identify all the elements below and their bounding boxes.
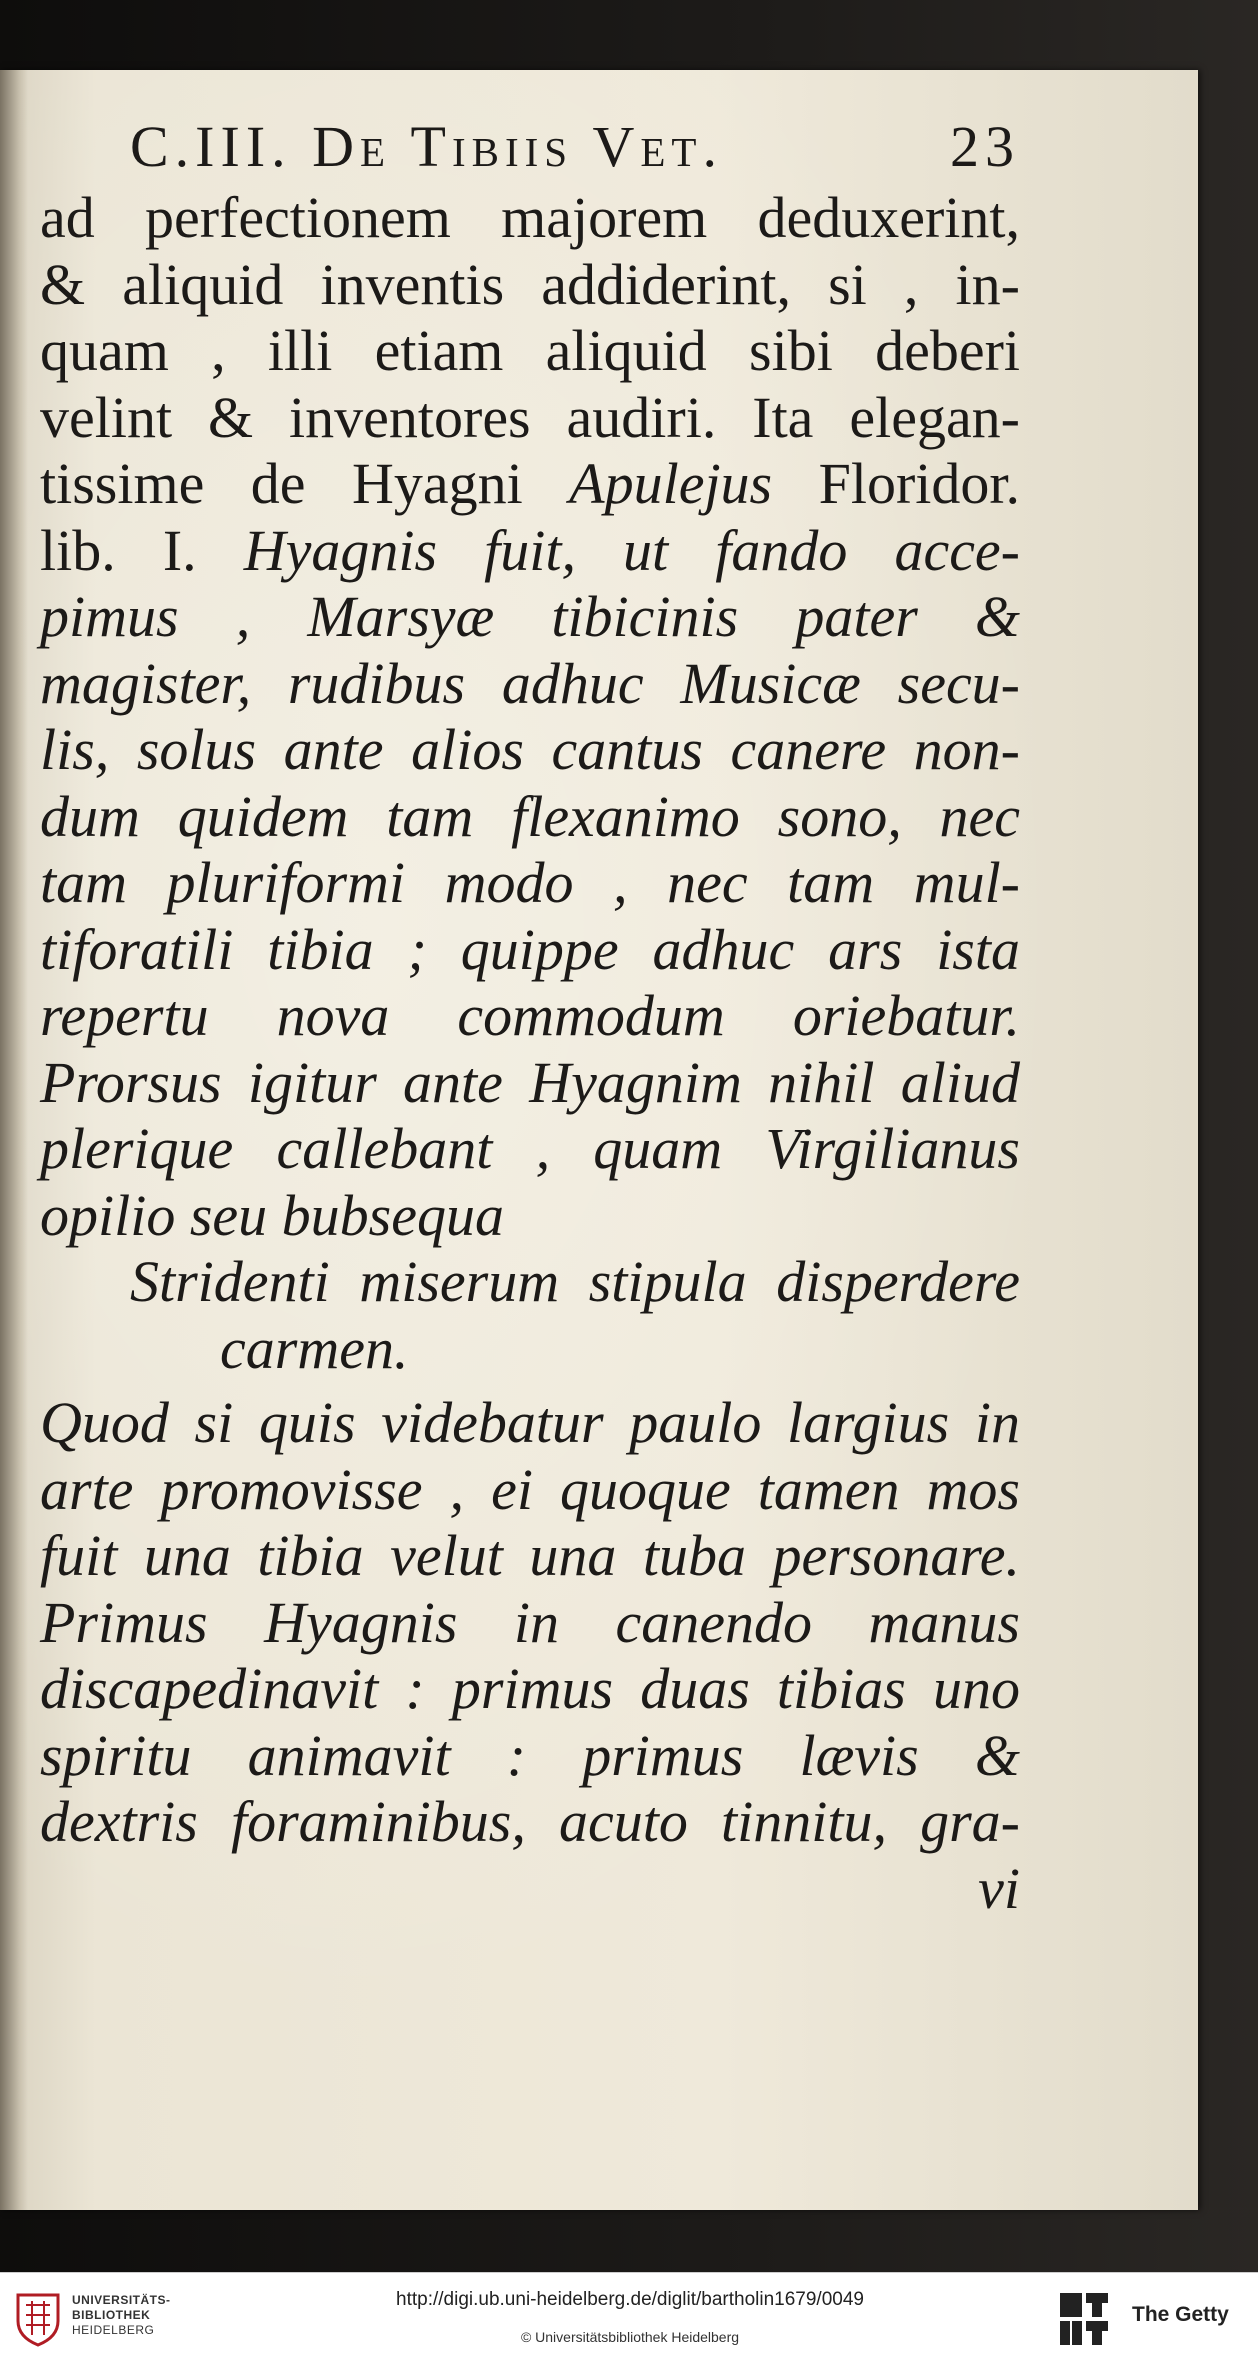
roman-text: quam , illi etiam aliquid sibi deberi [40,318,1020,383]
text-line [40,1389,1020,1456]
italic-text: vi [978,1855,1020,1921]
text-line [40,1115,1020,1182]
italic-text: carmen. [220,1315,409,1381]
text-line [40,1722,1020,1789]
text-line [40,916,1020,983]
italic-text: pimus , Marsyæ tibicinis pater & [40,584,1020,649]
text-line [40,184,1020,251]
university-seal-icon [12,2287,64,2347]
text-line [40,1788,1020,1855]
text-line [40,1655,1020,1722]
italic-text: lis, solus ante alios cantus canere non- [40,717,1020,782]
running-title: C.III. De Tibiis Vet. [130,114,723,179]
stanza-gap [40,1381,1020,1389]
roman-text: tissime de Hyagni [40,451,570,516]
italic-text: magister, rudibus adhuc Musicæ secu- [40,650,1020,716]
page-gutter [0,70,28,2210]
italic-text: arte promovisse , ei quoque tamen mos [40,1456,1020,1522]
text-line [40,783,1020,850]
text-line [40,849,1020,916]
text-line [40,1456,1020,1523]
text-line [40,1522,1020,1589]
page-number: 23 [950,114,1020,179]
text-line [40,1248,1020,1315]
text-line [40,1315,1020,1382]
text-line [40,716,1020,783]
text-line [40,1049,1020,1116]
viewer-footer [0,2272,1258,2364]
catchword [40,1855,1020,1922]
body-text [40,184,1020,1921]
text-line [40,450,1020,517]
italic-text: Stridenti miserum stipula disperdere [130,1249,1020,1314]
italic-text: Prorsus igitur ante Hyagnim nihil aliud [40,1049,1020,1115]
italic-text: Primus Hyagnis in canendo manus [40,1589,1020,1655]
italic-text: fuit una tibia velut una tuba personare. [40,1523,1020,1588]
text-line [40,517,1020,584]
institution-name: UNIVERSITÄTS- BIBLIOTHEK HEIDELBERG [72,2293,171,2337]
text-line [40,1589,1020,1656]
text-line [40,317,1020,384]
partner-name: The Getty [1132,2303,1229,2326]
text-line [40,583,1020,650]
copyright-notice: © Universitätsbibliothek Heidelberg [520,2329,740,2345]
text-line [40,982,1020,1049]
italic-text: plerique callebant , quam Virgilianus [40,1116,1020,1181]
text-line [40,251,1020,318]
italic-text: dum quidem tam flexanimo sono, nec [40,783,1020,849]
permalink-url[interactable]: http://digi.ub.uni-heidelberg.de/diglit/bartholin1679/0049 [396,2289,864,2310]
italic-text: Quod si quis videbatur paulo largius in [40,1390,1020,1455]
italic-text: tam pluriformi modo , nec tam mul- [40,850,1020,915]
text-line [40,650,1020,717]
italic-text: Hyagnis fuit, ut fando acce- [243,517,1020,583]
text-line [40,384,1020,451]
italic-text: dextris foraminibus, acuto tinnitu, gra- [40,1789,1020,1854]
roman-text: velint & inventores audiri. Ita elegan- [40,384,1020,450]
italic-text: Apulejus [569,451,773,516]
italic-text: tiforatili tibia ; quippe adhuc ars ista [40,916,1020,982]
italic-text: spiritu animavit : primus lævis & [40,1722,1020,1788]
page-text [40,110,1020,1921]
italic-text: opilio seu bubsequa [40,1182,504,1248]
getty-logo-icon [1058,2291,1110,2347]
roman-text: ad perfectionem majorem deduxerint, [40,185,1020,250]
text-line [40,1182,1020,1249]
running-header [40,110,1020,184]
roman-text: lib. I. [40,517,244,583]
italic-text: repertu nova commodum oriebatur. [40,983,1020,1048]
italic-text: discapedinavit : primus duas tibias uno [40,1656,1020,1721]
roman-text: Floridor. [772,451,1020,516]
roman-text: & aliquid inventis addiderint, si , in- [40,251,1020,317]
